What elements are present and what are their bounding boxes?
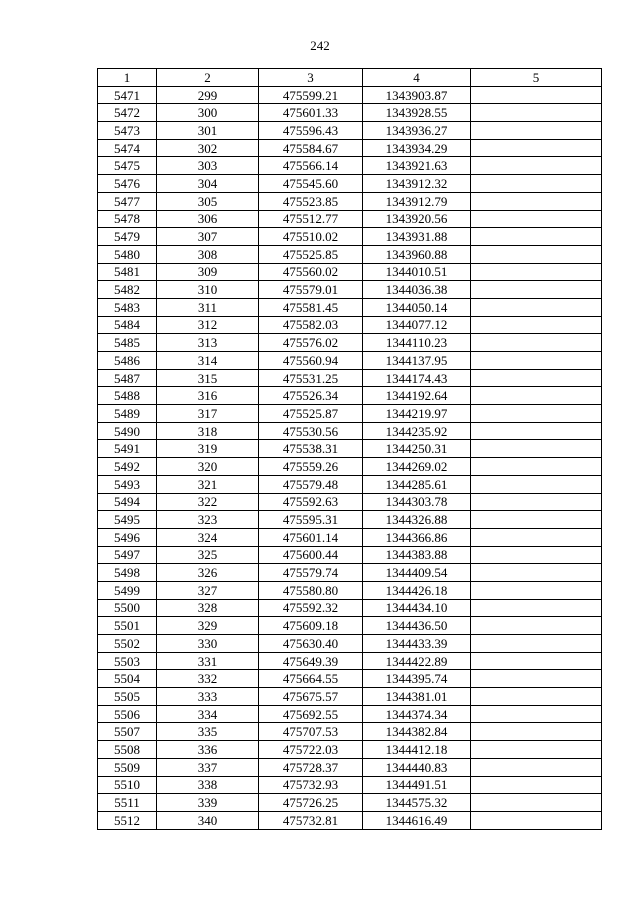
x-coordinate-cell: 475664.55 <box>259 670 363 688</box>
column-header-4: 4 <box>363 69 471 87</box>
note-cell <box>471 564 602 582</box>
y-coordinate-cell: 1343960.88 <box>363 245 471 263</box>
x-coordinate-cell: 475582.03 <box>259 316 363 334</box>
y-coordinate-cell: 1344137.95 <box>363 352 471 370</box>
y-coordinate-cell: 1343934.29 <box>363 139 471 157</box>
y-coordinate-cell: 1344383.88 <box>363 546 471 564</box>
point-number-cell: 301 <box>157 122 259 140</box>
table-row <box>98 281 602 299</box>
table-row <box>98 245 602 263</box>
x-coordinate-cell: 475512.77 <box>259 210 363 228</box>
row-number-cell: 5499 <box>98 581 157 599</box>
x-coordinate-cell: 475579.74 <box>259 564 363 582</box>
table-row <box>98 228 602 246</box>
row-number-cell: 5474 <box>98 139 157 157</box>
y-coordinate-cell: 1344269.02 <box>363 458 471 476</box>
note-cell <box>471 776 602 794</box>
row-number-cell: 5506 <box>98 705 157 723</box>
y-coordinate-cell: 1344616.49 <box>363 811 471 829</box>
coordinates-table <box>97 68 602 830</box>
note-cell <box>471 688 602 706</box>
table-row <box>98 157 602 175</box>
row-number-cell: 5479 <box>98 228 157 246</box>
point-number-cell: 319 <box>157 440 259 458</box>
x-coordinate-cell: 475566.14 <box>259 157 363 175</box>
row-number-cell: 5481 <box>98 263 157 281</box>
table-row <box>98 599 602 617</box>
point-number-cell: 338 <box>157 776 259 794</box>
note-cell <box>471 281 602 299</box>
page-number: 242 <box>310 38 330 53</box>
row-number-cell: 5488 <box>98 387 157 405</box>
table-header-row <box>98 69 602 87</box>
y-coordinate-cell: 1344219.97 <box>363 405 471 423</box>
y-coordinate-cell: 1343912.32 <box>363 175 471 193</box>
table-row <box>98 458 602 476</box>
row-number-cell: 5493 <box>98 475 157 493</box>
x-coordinate-cell: 475600.44 <box>259 546 363 564</box>
point-number-cell: 329 <box>157 617 259 635</box>
x-coordinate-cell: 475692.55 <box>259 705 363 723</box>
row-number-cell: 5475 <box>98 157 157 175</box>
point-number-cell: 323 <box>157 511 259 529</box>
y-coordinate-cell: 1344050.14 <box>363 298 471 316</box>
row-number-cell: 5482 <box>98 281 157 299</box>
point-number-cell: 327 <box>157 581 259 599</box>
note-cell <box>471 352 602 370</box>
x-coordinate-cell: 475545.60 <box>259 175 363 193</box>
x-coordinate-cell: 475675.57 <box>259 688 363 706</box>
point-number-cell: 310 <box>157 281 259 299</box>
y-coordinate-cell: 1344395.74 <box>363 670 471 688</box>
row-number-cell: 5502 <box>98 635 157 653</box>
y-coordinate-cell: 1343936.27 <box>363 122 471 140</box>
x-coordinate-cell: 475560.02 <box>259 263 363 281</box>
x-coordinate-cell: 475559.26 <box>259 458 363 476</box>
row-number-cell: 5486 <box>98 352 157 370</box>
row-number-cell: 5485 <box>98 334 157 352</box>
note-cell <box>471 387 602 405</box>
table-row <box>98 758 602 776</box>
table-row <box>98 175 602 193</box>
point-number-cell: 339 <box>157 794 259 812</box>
table-row <box>98 705 602 723</box>
table-row <box>98 511 602 529</box>
x-coordinate-cell: 475592.63 <box>259 493 363 511</box>
y-coordinate-cell: 1344235.92 <box>363 422 471 440</box>
point-number-cell: 337 <box>157 758 259 776</box>
point-number-cell: 307 <box>157 228 259 246</box>
point-number-cell: 302 <box>157 139 259 157</box>
table-row <box>98 652 602 670</box>
y-coordinate-cell: 1344110.23 <box>363 334 471 352</box>
point-number-cell: 331 <box>157 652 259 670</box>
y-coordinate-cell: 1344192.64 <box>363 387 471 405</box>
note-cell <box>471 422 602 440</box>
x-coordinate-cell: 475531.25 <box>259 369 363 387</box>
row-number-cell: 5471 <box>98 86 157 104</box>
point-number-cell: 333 <box>157 688 259 706</box>
point-number-cell: 324 <box>157 528 259 546</box>
x-coordinate-cell: 475722.03 <box>259 741 363 759</box>
table-row <box>98 635 602 653</box>
point-number-cell: 305 <box>157 192 259 210</box>
y-coordinate-cell: 1344422.89 <box>363 652 471 670</box>
x-coordinate-cell: 475732.93 <box>259 776 363 794</box>
x-coordinate-cell: 475580.80 <box>259 581 363 599</box>
y-coordinate-cell: 1344412.18 <box>363 741 471 759</box>
note-cell <box>471 652 602 670</box>
point-number-cell: 304 <box>157 175 259 193</box>
y-coordinate-cell: 1344382.84 <box>363 723 471 741</box>
point-number-cell: 335 <box>157 723 259 741</box>
table-row <box>98 741 602 759</box>
point-number-cell: 299 <box>157 86 259 104</box>
point-number-cell: 306 <box>157 210 259 228</box>
note-cell <box>471 741 602 759</box>
note-cell <box>471 705 602 723</box>
row-number-cell: 5510 <box>98 776 157 794</box>
x-coordinate-cell: 475525.85 <box>259 245 363 263</box>
point-number-cell: 325 <box>157 546 259 564</box>
y-coordinate-cell: 1344036.38 <box>363 281 471 299</box>
x-coordinate-cell: 475526.34 <box>259 387 363 405</box>
y-coordinate-cell: 1344285.61 <box>363 475 471 493</box>
row-number-cell: 5503 <box>98 652 157 670</box>
note-cell <box>471 617 602 635</box>
point-number-cell: 311 <box>157 298 259 316</box>
row-number-cell: 5498 <box>98 564 157 582</box>
note-cell <box>471 139 602 157</box>
x-coordinate-cell: 475510.02 <box>259 228 363 246</box>
table-row <box>98 546 602 564</box>
x-coordinate-cell: 475732.81 <box>259 811 363 829</box>
note-cell <box>471 104 602 122</box>
note-cell <box>471 157 602 175</box>
note-cell <box>471 493 602 511</box>
y-coordinate-cell: 1343920.56 <box>363 210 471 228</box>
table-row <box>98 86 602 104</box>
row-number-cell: 5483 <box>98 298 157 316</box>
y-coordinate-cell: 1343928.55 <box>363 104 471 122</box>
table-row <box>98 564 602 582</box>
y-coordinate-cell: 1344381.01 <box>363 688 471 706</box>
x-coordinate-cell: 475538.31 <box>259 440 363 458</box>
table-row <box>98 263 602 281</box>
y-coordinate-cell: 1344575.32 <box>363 794 471 812</box>
table-row <box>98 723 602 741</box>
table-row <box>98 422 602 440</box>
column-header-1: 1 <box>98 69 157 87</box>
table-row <box>98 493 602 511</box>
x-coordinate-cell: 475596.43 <box>259 122 363 140</box>
note-cell <box>471 298 602 316</box>
x-coordinate-cell: 475581.45 <box>259 298 363 316</box>
y-coordinate-cell: 1344409.54 <box>363 564 471 582</box>
table-row <box>98 298 602 316</box>
point-number-cell: 303 <box>157 157 259 175</box>
x-coordinate-cell: 475649.39 <box>259 652 363 670</box>
table-row <box>98 139 602 157</box>
row-number-cell: 5501 <box>98 617 157 635</box>
y-coordinate-cell: 1344250.31 <box>363 440 471 458</box>
row-number-cell: 5492 <box>98 458 157 476</box>
row-number-cell: 5489 <box>98 405 157 423</box>
row-number-cell: 5508 <box>98 741 157 759</box>
note-cell <box>471 405 602 423</box>
y-coordinate-cell: 1344303.78 <box>363 493 471 511</box>
point-number-cell: 336 <box>157 741 259 759</box>
row-number-cell: 5490 <box>98 422 157 440</box>
table-row <box>98 104 602 122</box>
y-coordinate-cell: 1344440.83 <box>363 758 471 776</box>
row-number-cell: 5480 <box>98 245 157 263</box>
point-number-cell: 320 <box>157 458 259 476</box>
x-coordinate-cell: 475599.21 <box>259 86 363 104</box>
note-cell <box>471 316 602 334</box>
table-row <box>98 192 602 210</box>
y-coordinate-cell: 1344010.51 <box>363 263 471 281</box>
note-cell <box>471 245 602 263</box>
row-number-cell: 5484 <box>98 316 157 334</box>
note-cell <box>471 192 602 210</box>
table-row <box>98 352 602 370</box>
note-cell <box>471 670 602 688</box>
y-coordinate-cell: 1344433.39 <box>363 635 471 653</box>
point-number-cell: 315 <box>157 369 259 387</box>
x-coordinate-cell: 475530.56 <box>259 422 363 440</box>
x-coordinate-cell: 475560.94 <box>259 352 363 370</box>
table-row <box>98 475 602 493</box>
note-cell <box>471 758 602 776</box>
x-coordinate-cell: 475630.40 <box>259 635 363 653</box>
x-coordinate-cell: 475726.25 <box>259 794 363 812</box>
note-cell <box>471 811 602 829</box>
table-row <box>98 440 602 458</box>
row-number-cell: 5472 <box>98 104 157 122</box>
row-number-cell: 5500 <box>98 599 157 617</box>
note-cell <box>471 263 602 281</box>
row-number-cell: 5476 <box>98 175 157 193</box>
note-cell <box>471 440 602 458</box>
row-number-cell: 5511 <box>98 794 157 812</box>
column-header-2: 2 <box>157 69 259 87</box>
row-number-cell: 5473 <box>98 122 157 140</box>
x-coordinate-cell: 475707.53 <box>259 723 363 741</box>
table-row <box>98 617 602 635</box>
point-number-cell: 314 <box>157 352 259 370</box>
table-row <box>98 405 602 423</box>
point-number-cell: 317 <box>157 405 259 423</box>
table-row <box>98 670 602 688</box>
y-coordinate-cell: 1344174.43 <box>363 369 471 387</box>
point-number-cell: 332 <box>157 670 259 688</box>
row-number-cell: 5477 <box>98 192 157 210</box>
x-coordinate-cell: 475592.32 <box>259 599 363 617</box>
row-number-cell: 5494 <box>98 493 157 511</box>
table-row <box>98 811 602 829</box>
table-body <box>98 86 602 829</box>
note-cell <box>471 334 602 352</box>
note-cell <box>471 723 602 741</box>
row-number-cell: 5491 <box>98 440 157 458</box>
column-header-5: 5 <box>471 69 602 87</box>
note-cell <box>471 546 602 564</box>
point-number-cell: 308 <box>157 245 259 263</box>
y-coordinate-cell: 1343912.79 <box>363 192 471 210</box>
point-number-cell: 313 <box>157 334 259 352</box>
point-number-cell: 340 <box>157 811 259 829</box>
x-coordinate-cell: 475576.02 <box>259 334 363 352</box>
row-number-cell: 5496 <box>98 528 157 546</box>
row-number-cell: 5504 <box>98 670 157 688</box>
note-cell <box>471 122 602 140</box>
table-row <box>98 210 602 228</box>
point-number-cell: 318 <box>157 422 259 440</box>
table-row <box>98 334 602 352</box>
y-coordinate-cell: 1344326.88 <box>363 511 471 529</box>
note-cell <box>471 635 602 653</box>
point-number-cell: 321 <box>157 475 259 493</box>
table-row <box>98 122 602 140</box>
x-coordinate-cell: 475609.18 <box>259 617 363 635</box>
x-coordinate-cell: 475579.48 <box>259 475 363 493</box>
table-row <box>98 387 602 405</box>
note-cell <box>471 228 602 246</box>
row-number-cell: 5487 <box>98 369 157 387</box>
row-number-cell: 5505 <box>98 688 157 706</box>
row-number-cell: 5497 <box>98 546 157 564</box>
note-cell <box>471 528 602 546</box>
point-number-cell: 330 <box>157 635 259 653</box>
note-cell <box>471 86 602 104</box>
note-cell <box>471 599 602 617</box>
note-cell <box>471 458 602 476</box>
point-number-cell: 309 <box>157 263 259 281</box>
x-coordinate-cell: 475728.37 <box>259 758 363 776</box>
x-coordinate-cell: 475523.85 <box>259 192 363 210</box>
table-row <box>98 316 602 334</box>
note-cell <box>471 794 602 812</box>
y-coordinate-cell: 1344374.34 <box>363 705 471 723</box>
x-coordinate-cell: 475584.67 <box>259 139 363 157</box>
row-number-cell: 5495 <box>98 511 157 529</box>
point-number-cell: 322 <box>157 493 259 511</box>
x-coordinate-cell: 475601.14 <box>259 528 363 546</box>
y-coordinate-cell: 1343931.88 <box>363 228 471 246</box>
note-cell <box>471 175 602 193</box>
x-coordinate-cell: 475579.01 <box>259 281 363 299</box>
x-coordinate-cell: 475525.87 <box>259 405 363 423</box>
note-cell <box>471 210 602 228</box>
y-coordinate-cell: 1344366.86 <box>363 528 471 546</box>
note-cell <box>471 581 602 599</box>
point-number-cell: 300 <box>157 104 259 122</box>
y-coordinate-cell: 1344434.10 <box>363 599 471 617</box>
y-coordinate-cell: 1344426.18 <box>363 581 471 599</box>
row-number-cell: 5509 <box>98 758 157 776</box>
x-coordinate-cell: 475601.33 <box>259 104 363 122</box>
row-number-cell: 5512 <box>98 811 157 829</box>
table-row <box>98 528 602 546</box>
table-row <box>98 369 602 387</box>
point-number-cell: 334 <box>157 705 259 723</box>
row-number-cell: 5478 <box>98 210 157 228</box>
table-row <box>98 776 602 794</box>
point-number-cell: 328 <box>157 599 259 617</box>
y-coordinate-cell: 1343903.87 <box>363 86 471 104</box>
table-row <box>98 688 602 706</box>
note-cell <box>471 369 602 387</box>
y-coordinate-cell: 1344077.12 <box>363 316 471 334</box>
x-coordinate-cell: 475595.31 <box>259 511 363 529</box>
note-cell <box>471 511 602 529</box>
y-coordinate-cell: 1343921.63 <box>363 157 471 175</box>
y-coordinate-cell: 1344491.51 <box>363 776 471 794</box>
table-row <box>98 794 602 812</box>
row-number-cell: 5507 <box>98 723 157 741</box>
point-number-cell: 326 <box>157 564 259 582</box>
y-coordinate-cell: 1344436.50 <box>363 617 471 635</box>
table-row <box>98 581 602 599</box>
point-number-cell: 316 <box>157 387 259 405</box>
point-number-cell: 312 <box>157 316 259 334</box>
column-header-3: 3 <box>259 69 363 87</box>
note-cell <box>471 475 602 493</box>
